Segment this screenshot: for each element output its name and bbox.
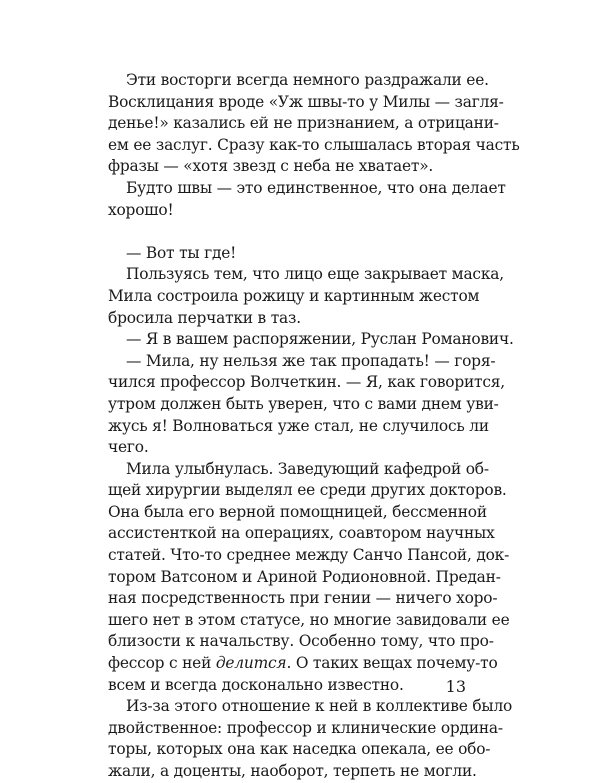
page-number: 13	[445, 677, 466, 696]
paragraph-gap	[108, 221, 466, 243]
text-line: жусь я! Волноваться уже стал, не случилось ли	[108, 416, 489, 435]
text-line: щей хирургии выделял ее среди других докторов.	[108, 481, 507, 500]
text-line: шего нет в этом статусе, но многие завидовали ее	[108, 610, 510, 629]
text-line: торы, которых она как наседка опекала, ее обо-	[108, 740, 491, 759]
text-line: чего.	[108, 438, 149, 457]
emphasized-word: делится	[215, 654, 287, 673]
text-line: хорошо!	[108, 200, 174, 219]
text-line: Мила улыбнулась. Заведующий кафедрой об-	[126, 459, 489, 478]
text-line: близости к начальству. Особенно тому, что про-	[108, 632, 494, 651]
text-line: статей. Что-то среднее между Санчо Пансой, док-	[108, 546, 510, 565]
text-line: Восклицания вроде «Уж швы-то у Милы — загля-	[108, 92, 504, 111]
text-line: Пользуясь тем, что лицо еще закрывает маска,	[126, 265, 504, 284]
body-text	[108, 70, 520, 783]
text-line: Она была его верной помощницей, бессменной	[108, 502, 487, 521]
text-line: ем ее заслуг. Сразу как-то слышалась вторая часть	[108, 135, 520, 154]
text-line: фессор с ней делится. О таких вещах почему-то	[108, 654, 498, 673]
text-line: жали, а доценты, наоборот, терпеть не могли.	[108, 762, 477, 780]
text-line: тором Ватсоном и Ариной Родионовной. Предан-	[108, 567, 501, 586]
text-line: всем и всегда досконально известно.	[108, 675, 404, 694]
text-line: — Вот ты где!	[126, 243, 237, 262]
text-line: денье!» казались ей не признанием, а отрицани-	[108, 114, 499, 133]
text-line: Мила состроила рожицу и картинным жестом	[108, 286, 480, 305]
text-line: бросила перчатки в таз.	[108, 308, 301, 327]
text-line: чился профессор Волчеткин. — Я, как говорится,	[108, 373, 505, 392]
text-line: — Я в вашем распоряжении, Руслан Романович.	[126, 330, 514, 349]
text-line: ассистенткой на операциях, соавтором научных	[108, 524, 495, 543]
text-line: двойственное: профессор и клинические ордина-	[108, 718, 503, 737]
text-line: фразы — «хотя звезд с неба не хватает».	[108, 157, 434, 176]
text-line: Эти восторги всегда немного раздражали ее.	[126, 71, 489, 89]
text-line: Будто швы — это единственное, что она делает	[126, 178, 506, 197]
text-line: — Мила, ну нельзя же так пропадать! — горя-	[126, 351, 496, 370]
text-line: ная посредственность при гении — ничего хоро-	[108, 589, 498, 608]
text-line: утром должен быть уверен, что с вами днем уви-	[108, 394, 499, 413]
text-line: Из-за этого отношение к ней в коллективе было	[126, 697, 513, 716]
